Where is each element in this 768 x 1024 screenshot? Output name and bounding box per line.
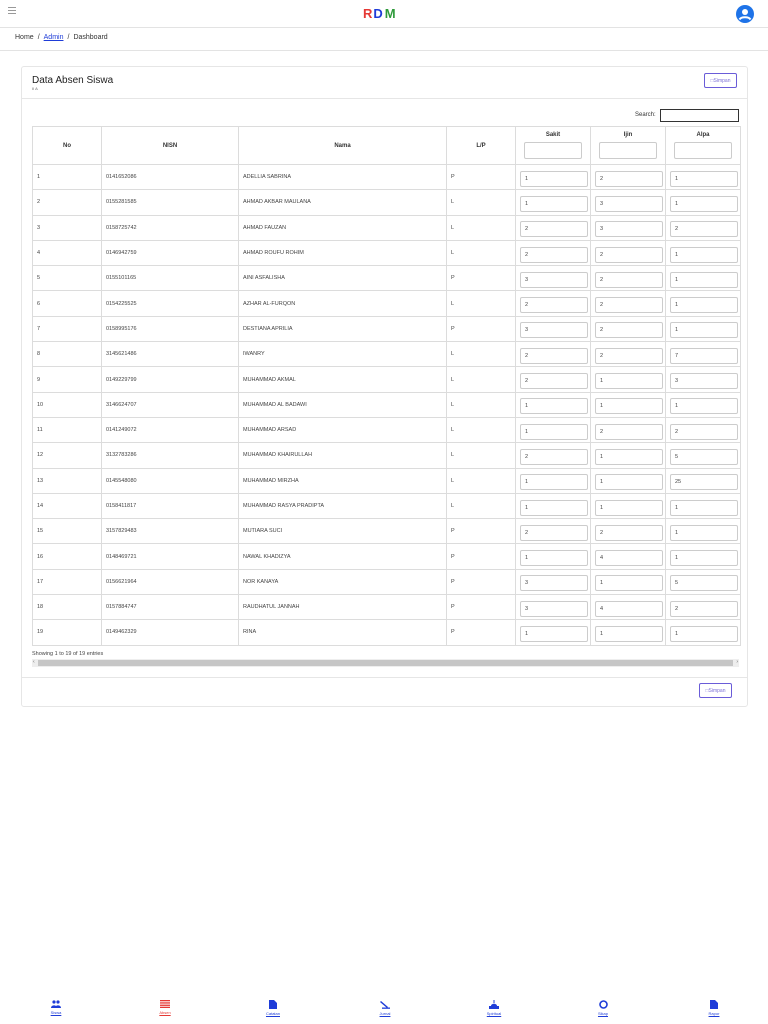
table-row xyxy=(33,443,741,468)
nav-item-rapor[interactable] xyxy=(694,1000,734,1016)
ijin-input[interactable]: 2 xyxy=(595,348,663,364)
table-row xyxy=(33,165,741,190)
cell-sakit xyxy=(516,291,591,316)
cell-sakit xyxy=(516,519,591,544)
cell-no: 12 xyxy=(33,443,102,468)
cell-alpa xyxy=(666,190,741,215)
sakit-input[interactable]: 1 xyxy=(520,171,588,187)
cell-sakit xyxy=(516,417,591,442)
ijin-input[interactable]: 3 xyxy=(595,221,663,237)
column-header-ijin[interactable] xyxy=(591,127,666,165)
table-row xyxy=(33,595,741,620)
cell-ijin xyxy=(591,595,666,620)
cell-lp: L xyxy=(447,291,516,316)
cell-nama: MUHAMMAD RASYA PRADIPTA xyxy=(239,493,447,518)
cell-nama: RINA xyxy=(239,620,447,645)
nav-item-spiritual[interactable] xyxy=(474,1000,514,1016)
cell-alpa xyxy=(666,519,741,544)
ijin-input[interactable]: 2 xyxy=(595,272,663,288)
cell-ijin xyxy=(591,316,666,341)
alpa-input[interactable]: 1 xyxy=(670,398,738,414)
cell-nama: AINI ASFALISHA xyxy=(239,266,447,291)
cell-no: 14 xyxy=(33,493,102,518)
cell-lp: L xyxy=(447,417,516,442)
cell-sakit xyxy=(516,240,591,265)
alpa-input[interactable]: 1 xyxy=(670,626,738,642)
nav-label: Jurnal xyxy=(379,1011,391,1016)
cell-lp: L xyxy=(447,240,516,265)
alpa-input[interactable]: 1 xyxy=(670,171,738,187)
user-circle-icon[interactable] xyxy=(736,5,754,23)
cell-nama: AZHAR AL-FURQON xyxy=(239,291,447,316)
circle-icon xyxy=(599,1000,608,1009)
cell-ijin xyxy=(591,493,666,518)
cell-lp: P xyxy=(447,266,516,291)
cell-nama: MUHAMMAD AKMAL xyxy=(239,367,447,392)
ijin-input[interactable]: 4 xyxy=(595,550,663,566)
cell-ijin xyxy=(591,519,666,544)
cell-lp: L xyxy=(447,190,516,215)
save-label: Simpan xyxy=(713,77,731,84)
cell-nama: NAWAL KHADIZYA xyxy=(239,544,447,569)
column-header-lp[interactable]: L/P xyxy=(447,127,516,165)
class-subtitle: II A xyxy=(32,86,38,91)
breadcrumb xyxy=(15,34,108,41)
cell-alpa xyxy=(666,215,741,240)
users-icon xyxy=(51,1000,61,1008)
table-row xyxy=(33,190,741,215)
top-navbar xyxy=(0,0,768,28)
ijin-filter-input[interactable] xyxy=(599,142,657,159)
ijin-input[interactable]: 1 xyxy=(595,373,663,389)
nav-item-sikap[interactable] xyxy=(583,1000,623,1016)
cell-nama: MUHAMMAD AL BADAWI xyxy=(239,392,447,417)
cell-nisn: 0145548080 xyxy=(102,468,239,493)
cell-ijin xyxy=(591,417,666,442)
cell-nama: RAUDHATUL JANNAH xyxy=(239,595,447,620)
alpa-input[interactable]: 1 xyxy=(670,525,738,541)
cell-sakit xyxy=(516,190,591,215)
cell-alpa xyxy=(666,620,741,645)
cell-nama: ADELLIA SABRINA xyxy=(239,165,447,190)
cell-alpa xyxy=(666,544,741,569)
table-row xyxy=(33,519,741,544)
file-icon xyxy=(710,1000,718,1009)
cell-nisn: 0141249072 xyxy=(102,417,239,442)
alpa-input[interactable]: 1 xyxy=(670,500,738,516)
cell-nisn: 0158411817 xyxy=(102,493,239,518)
nav-item-catatan[interactable] xyxy=(253,1000,293,1016)
cell-nisn: 3146624707 xyxy=(102,392,239,417)
cell-lp: P xyxy=(447,620,516,645)
sakit-input[interactable]: 2 xyxy=(520,373,588,389)
ijin-input[interactable]: 2 xyxy=(595,171,663,187)
cell-lp: P xyxy=(447,544,516,569)
cell-alpa xyxy=(666,367,741,392)
cell-ijin xyxy=(591,569,666,594)
cell-sakit xyxy=(516,620,591,645)
cell-nisn: 0149462329 xyxy=(102,620,239,645)
menu-icon[interactable] xyxy=(8,7,16,15)
cell-sakit xyxy=(516,468,591,493)
cell-sakit xyxy=(516,266,591,291)
sakit-filter-input[interactable] xyxy=(524,142,582,159)
cell-sakit xyxy=(516,493,591,518)
cell-nama: NOR KANAYA xyxy=(239,569,447,594)
cell-no: 13 xyxy=(33,468,102,493)
cell-nisn: 0149229799 xyxy=(102,367,239,392)
cell-ijin xyxy=(591,544,666,569)
attendance-card xyxy=(21,66,748,707)
header-divider xyxy=(0,50,768,51)
cell-sakit xyxy=(516,215,591,240)
ijin-input[interactable]: 2 xyxy=(595,424,663,440)
alpa-input[interactable]: 1 xyxy=(670,272,738,288)
cell-lp: P xyxy=(447,165,516,190)
cell-no: 1 xyxy=(33,165,102,190)
sakit-input[interactable]: 3 xyxy=(520,575,588,591)
sakit-input[interactable]: 3 xyxy=(520,272,588,288)
sakit-input[interactable]: 1 xyxy=(520,196,588,212)
alpa-input[interactable]: 1 xyxy=(670,297,738,313)
ijin-input[interactable]: 1 xyxy=(595,575,663,591)
alpa-input[interactable]: 7 xyxy=(670,348,738,364)
ijin-input[interactable]: 1 xyxy=(595,626,663,642)
app-logo[interactable] xyxy=(363,6,396,20)
cell-nisn: 0155281585 xyxy=(102,190,239,215)
breadcrumb-separator: / xyxy=(67,34,70,41)
table-row xyxy=(33,417,741,442)
cell-sakit xyxy=(516,569,591,594)
cell-sakit xyxy=(516,316,591,341)
ijin-input[interactable]: 1 xyxy=(595,398,663,414)
cell-ijin xyxy=(591,215,666,240)
sakit-input[interactable]: 1 xyxy=(520,500,588,516)
alpa-input[interactable]: 2 xyxy=(670,221,738,237)
cell-no: 19 xyxy=(33,620,102,645)
save-icon: □ xyxy=(710,77,714,84)
cell-no: 7 xyxy=(33,316,102,341)
cell-nama: AHMAD ROUFU ROHIM xyxy=(239,240,447,265)
column-header-sakit[interactable] xyxy=(516,127,591,165)
cell-alpa xyxy=(666,569,741,594)
scroll-left-arrow-icon[interactable]: ‹ xyxy=(33,659,35,665)
sakit-input[interactable]: 1 xyxy=(520,626,588,642)
cell-nama: AHMAD AKBAR MAULANA xyxy=(239,190,447,215)
cell-sakit xyxy=(516,165,591,190)
table-row xyxy=(33,468,741,493)
cell-nisn: 3132783286 xyxy=(102,443,239,468)
table-row xyxy=(33,493,741,518)
cell-nisn: 0146942759 xyxy=(102,240,239,265)
cell-alpa xyxy=(666,240,741,265)
save-button-bottom[interactable] xyxy=(699,683,732,698)
alpa-input[interactable]: 2 xyxy=(670,601,738,617)
cell-lp: L xyxy=(447,392,516,417)
cell-ijin xyxy=(591,240,666,265)
column-header-nama[interactable]: Nama xyxy=(239,127,447,165)
nav-label: Siswa xyxy=(50,1010,62,1015)
column-header-no[interactable]: No xyxy=(33,127,102,165)
breadcrumb-separator: / xyxy=(37,34,40,41)
bottom-navigation xyxy=(0,998,768,1024)
mosque-icon xyxy=(489,1000,499,1009)
cell-alpa xyxy=(666,392,741,417)
cell-nisn: 0157884747 xyxy=(102,595,239,620)
cell-no: 18 xyxy=(33,595,102,620)
alpa-filter-input[interactable] xyxy=(674,142,732,159)
sakit-input[interactable]: 1 xyxy=(520,398,588,414)
cell-no: 11 xyxy=(33,417,102,442)
save-button[interactable] xyxy=(704,73,737,88)
ijin-input[interactable]: 2 xyxy=(595,297,663,313)
alpa-input[interactable]: 25 xyxy=(670,474,738,490)
cell-nisn: 0148469721 xyxy=(102,544,239,569)
cell-nama: MUHAMMAD MIRZHA xyxy=(239,468,447,493)
cell-lp: L xyxy=(447,367,516,392)
cell-lp: L xyxy=(447,342,516,367)
cell-lp: L xyxy=(447,493,516,518)
ijin-input[interactable]: 3 xyxy=(595,196,663,212)
nav-item-absen[interactable] xyxy=(145,1000,185,1015)
column-header-sakit-label: Sakit xyxy=(545,132,561,138)
cell-ijin xyxy=(591,468,666,493)
cell-nama: AHMAD FAUZAN xyxy=(239,215,447,240)
cell-sakit xyxy=(516,367,591,392)
cell-nama: MUTIARA SUCI xyxy=(239,519,447,544)
cell-ijin xyxy=(591,620,666,645)
breadcrumb-home[interactable]: Home xyxy=(15,34,34,41)
table-row xyxy=(33,291,741,316)
nav-label: Rapor xyxy=(708,1011,720,1016)
cell-nisn: 0158995176 xyxy=(102,316,239,341)
cell-alpa xyxy=(666,493,741,518)
cell-nisn: 3145621486 xyxy=(102,342,239,367)
logo-letter-m: M xyxy=(384,5,396,21)
sakit-input[interactable]: 2 xyxy=(520,247,588,263)
table-row xyxy=(33,316,741,341)
cell-nisn: 3157829483 xyxy=(102,519,239,544)
cell-ijin xyxy=(591,342,666,367)
save-icon: □ xyxy=(705,687,709,694)
cell-lp: L xyxy=(447,443,516,468)
cell-sakit xyxy=(516,342,591,367)
table-row xyxy=(33,392,741,417)
cell-sakit xyxy=(516,595,591,620)
nav-label: Sikap xyxy=(597,1011,608,1016)
cell-no: 16 xyxy=(33,544,102,569)
ijin-input[interactable]: 4 xyxy=(595,601,663,617)
document-icon xyxy=(269,1000,277,1009)
ijin-input[interactable]: 1 xyxy=(595,500,663,516)
cell-lp: L xyxy=(447,215,516,240)
cell-sakit xyxy=(516,392,591,417)
list-icon xyxy=(160,1000,170,1008)
cell-nama: DESTIANA APRILIA xyxy=(239,316,447,341)
sakit-input[interactable]: 3 xyxy=(520,601,588,617)
cell-nisn: 0154225525 xyxy=(102,291,239,316)
cell-alpa xyxy=(666,443,741,468)
ijin-input[interactable]: 2 xyxy=(595,525,663,541)
cell-sakit xyxy=(516,443,591,468)
cell-alpa xyxy=(666,291,741,316)
alpa-input[interactable]: 1 xyxy=(670,247,738,263)
cell-nisn: 0158725742 xyxy=(102,215,239,240)
column-header-alpa-label: Alpa xyxy=(696,132,710,138)
table-row xyxy=(33,215,741,240)
table-row xyxy=(33,342,741,367)
attendance-table xyxy=(32,126,741,646)
sakit-input[interactable]: 1 xyxy=(520,474,588,490)
table-header-row xyxy=(33,127,741,165)
cell-lp: P xyxy=(447,569,516,594)
alpa-input[interactable]: 5 xyxy=(670,575,738,591)
table-row xyxy=(33,544,741,569)
sakit-input[interactable]: 1 xyxy=(520,424,588,440)
cell-alpa xyxy=(666,165,741,190)
cell-alpa xyxy=(666,595,741,620)
horizontal-scrollbar[interactable] xyxy=(32,659,739,667)
logo-letter-r: R xyxy=(363,5,372,21)
alpa-input[interactable]: 5 xyxy=(670,449,738,465)
column-header-alpa[interactable] xyxy=(666,127,741,165)
table-row xyxy=(33,266,741,291)
cell-lp: L xyxy=(447,468,516,493)
cell-nama: MUHAMMAD ARSAD xyxy=(239,417,447,442)
sakit-input[interactable]: 2 xyxy=(520,297,588,313)
cell-lp: P xyxy=(447,316,516,341)
cell-ijin xyxy=(591,443,666,468)
nav-label: Absen xyxy=(159,1010,171,1015)
cell-nisn: 0141652086 xyxy=(102,165,239,190)
cell-lp: P xyxy=(447,519,516,544)
cell-ijin xyxy=(591,392,666,417)
pen-icon xyxy=(380,1000,390,1009)
sakit-input[interactable]: 3 xyxy=(520,322,588,338)
cell-alpa xyxy=(666,266,741,291)
sakit-input[interactable]: 2 xyxy=(520,449,588,465)
cell-nisn: 0156621964 xyxy=(102,569,239,594)
sakit-input[interactable]: 2 xyxy=(520,525,588,541)
page-title: Data Absen Siswa xyxy=(32,75,114,86)
ijin-input[interactable]: 2 xyxy=(595,322,663,338)
table-body xyxy=(33,165,741,646)
table-row xyxy=(33,240,741,265)
alpa-input[interactable]: 1 xyxy=(670,196,738,212)
cell-sakit xyxy=(516,544,591,569)
cell-no: 15 xyxy=(33,519,102,544)
cell-nama: IWANRY xyxy=(239,342,447,367)
cell-alpa xyxy=(666,468,741,493)
nav-label: Spiritual xyxy=(486,1011,502,1016)
table-row xyxy=(33,569,741,594)
cell-lp: P xyxy=(447,595,516,620)
alpa-input[interactable]: 3 xyxy=(670,373,738,389)
cell-no: 3 xyxy=(33,215,102,240)
sakit-input[interactable]: 2 xyxy=(520,221,588,237)
alpa-input[interactable]: 2 xyxy=(670,424,738,440)
cell-ijin xyxy=(591,190,666,215)
search-input[interactable] xyxy=(660,109,739,122)
nav-label: Catatan xyxy=(265,1011,280,1016)
cell-alpa xyxy=(666,342,741,367)
column-header-ijin-label: Ijin xyxy=(623,132,633,138)
nav-item-jurnal[interactable] xyxy=(365,1000,405,1016)
cell-no: 9 xyxy=(33,367,102,392)
cell-no: 17 xyxy=(33,569,102,594)
cell-nama: MUHAMMAD KHAIRULLAH xyxy=(239,443,447,468)
cell-ijin xyxy=(591,367,666,392)
card-footer-divider xyxy=(22,677,747,678)
save-label: Simpan xyxy=(708,687,726,694)
cell-no: 6 xyxy=(33,291,102,316)
search-label: Search: xyxy=(635,112,656,118)
cell-no: 8 xyxy=(33,342,102,367)
cell-ijin xyxy=(591,165,666,190)
sakit-input[interactable]: 2 xyxy=(520,348,588,364)
scroll-right-arrow-icon[interactable]: › xyxy=(736,659,738,665)
alpa-input[interactable]: 1 xyxy=(670,322,738,338)
logo-letter-d: D xyxy=(373,5,383,21)
card-header-divider xyxy=(22,98,747,99)
cell-no: 5 xyxy=(33,266,102,291)
cell-alpa xyxy=(666,316,741,341)
cell-nisn: 0155101165 xyxy=(102,266,239,291)
cell-alpa xyxy=(666,417,741,442)
cell-no: 2 xyxy=(33,190,102,215)
cell-ijin xyxy=(591,291,666,316)
table-row xyxy=(33,620,741,645)
ijin-input[interactable]: 2 xyxy=(595,247,663,263)
ijin-input[interactable]: 1 xyxy=(595,474,663,490)
breadcrumb-admin[interactable]: Admin xyxy=(43,34,64,41)
nav-item-siswa[interactable] xyxy=(36,1000,76,1015)
alpa-input[interactable]: 1 xyxy=(670,550,738,566)
breadcrumb-current: Dashboard xyxy=(73,34,108,41)
table-row xyxy=(33,367,741,392)
entries-info: Showing 1 to 19 of 19 entries xyxy=(32,651,104,657)
cell-no: 10 xyxy=(33,392,102,417)
sakit-input[interactable]: 1 xyxy=(520,550,588,566)
cell-ijin xyxy=(591,266,666,291)
scrollbar-thumb[interactable] xyxy=(38,660,733,666)
ijin-input[interactable]: 1 xyxy=(595,449,663,465)
column-header-nisn[interactable]: NISN xyxy=(102,127,239,165)
cell-no: 4 xyxy=(33,240,102,265)
